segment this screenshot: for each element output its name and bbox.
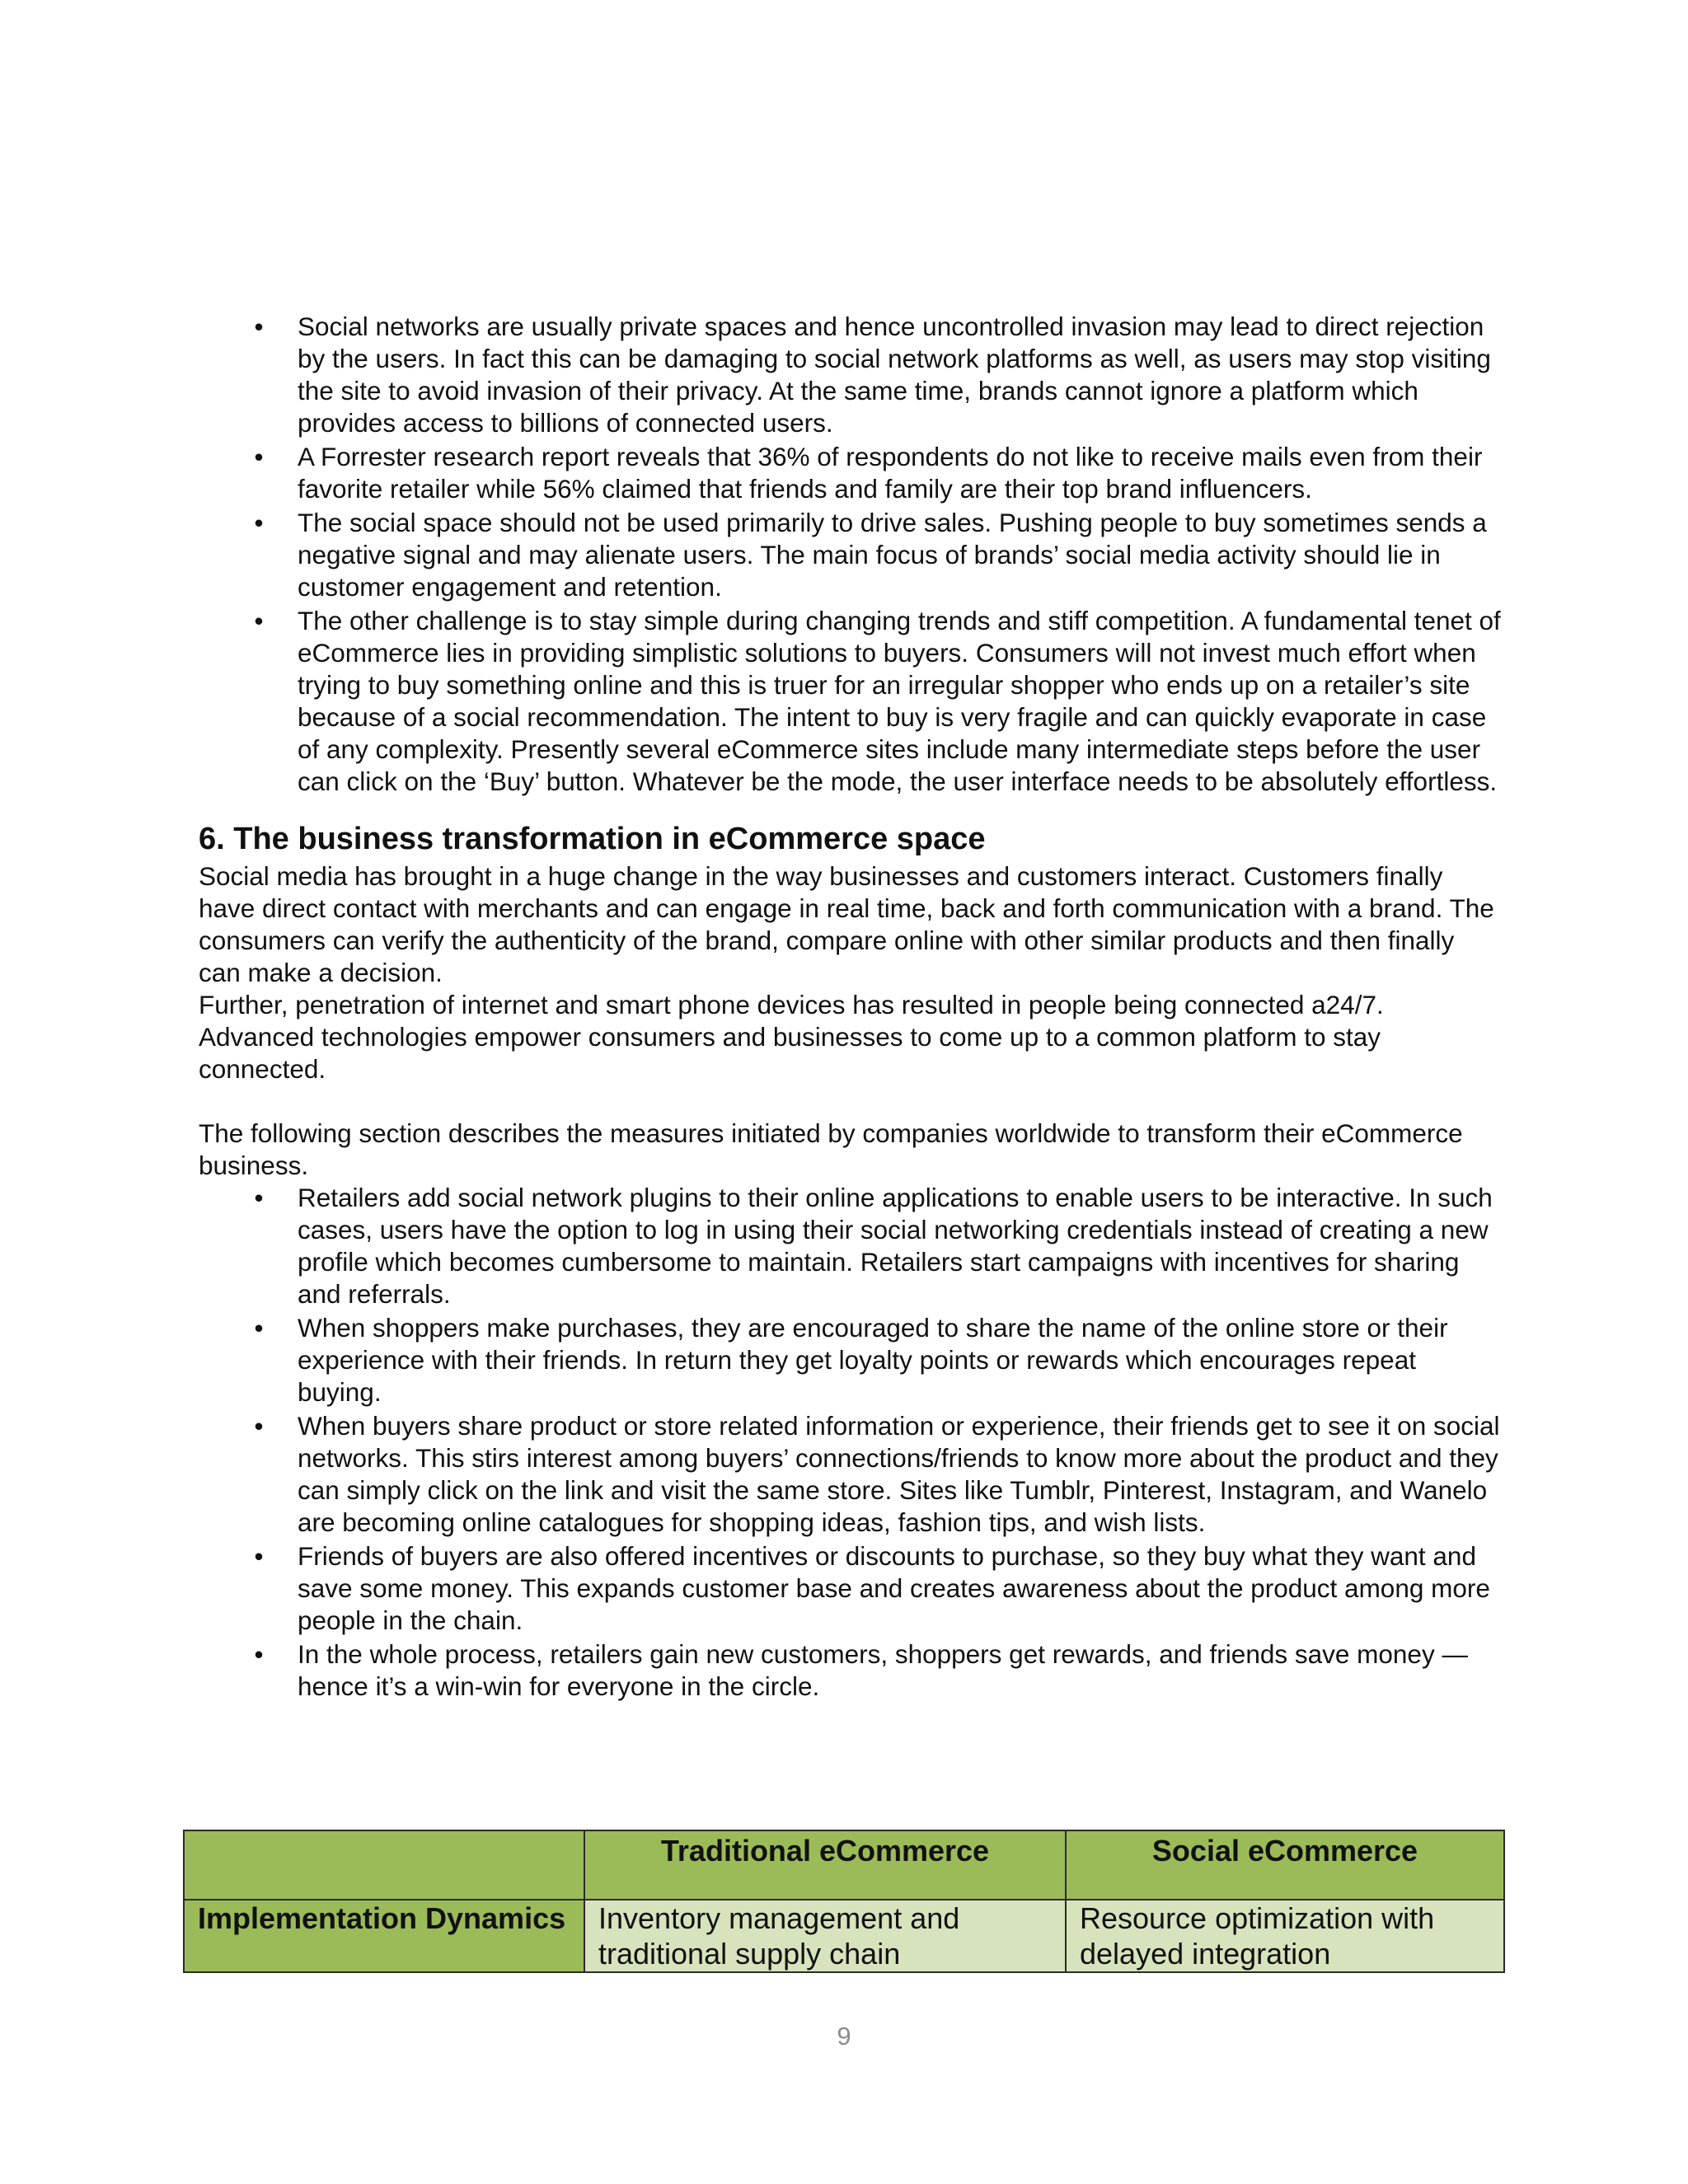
list-item [199, 507, 1501, 603]
bullet-icon: • [254, 442, 264, 471]
list-item [199, 1312, 1501, 1408]
section-bullet-list [199, 1182, 1501, 1703]
bullet-icon: • [254, 1639, 264, 1669]
bullet-icon: • [254, 606, 264, 635]
table-header-cell [184, 1830, 584, 1900]
bullet-icon: • [254, 1313, 264, 1343]
table-header-row [184, 1830, 1504, 1900]
table-row-header: Implementation Dynamics [184, 1900, 584, 1972]
section-paragraph: Social media has brought in a huge change in the way businesses and customers interact. Customers finally have direct contact with merchants and can engage in real time, back and forth communication with a brand. The consumers can verify the authenticity of the brand, compare online with other similar products and then finally can make a decision. [199, 861, 1494, 987]
bullet-text: A Forrester research report reveals that 36% of respondents do not like to receive mails even from their favorite retailer while 56% claimed that friends and family are their top brand influencers. [298, 442, 1483, 504]
table-cell: Resource optimization with delayed integration [1066, 1900, 1504, 1972]
paragraph-spacer [199, 1085, 1501, 1118]
bullet-icon: • [254, 312, 264, 341]
list-item [199, 311, 1501, 439]
page-content [199, 311, 1501, 1704]
bullet-text: Retailers add social network plugins to their online applications to enable users to be interactive. In such cases, users have the option to log in using their social networking credentials instead of creating a new profile which becomes cumbersome to maintain. Retailers start campaigns with incentives for sharing and referrals. [298, 1183, 1493, 1309]
list-item [199, 1182, 1501, 1310]
section-paragraph: The following section describes the measures initiated by companies worldwide to transform their eCommerce business. [199, 1118, 1463, 1180]
list-item [199, 1540, 1501, 1637]
section-paragraph: Further, penetration of internet and smart phone devices has resulted in people being connected a24/7. Advanced technologies empower consumers and businesses to come up to a common platform to stay connected. [199, 990, 1384, 1084]
bullet-text: Social networks are usually private spaces and hence uncontrolled invasion may lead to direct rejection by the users. In fact this can be damaging to social network platforms as well, as users may stop visiting the site to avoid invasion of their privacy. At the same time, brands cannot ignore a platform which provides access to billions of connected users. [298, 312, 1491, 438]
bullet-icon: • [254, 1183, 264, 1212]
list-item [199, 441, 1501, 505]
list-item [199, 1638, 1501, 1703]
bullet-text: In the whole process, retailers gain new customers, shoppers get rewards, and friends save money — hence it’s a win-win for everyone in the circle. [298, 1639, 1468, 1701]
table-header-cell: Social eCommerce [1066, 1830, 1504, 1900]
bullet-icon: • [254, 1541, 264, 1571]
page-number: 9 [837, 2022, 851, 2050]
comparison-table [183, 1830, 1505, 1973]
list-item [199, 605, 1501, 798]
list-item [199, 1410, 1501, 1539]
bullet-text: The social space should not be used primarily to drive sales. Pushing people to buy sometimes sends a negative signal and may alienate users. The main focus of brands’ social media activity should lie in customer engagement and retention. [298, 508, 1487, 602]
intro-bullet-list [199, 311, 1501, 798]
table-cell: Inventory management and traditional supply chain [584, 1900, 1066, 1972]
table-row [184, 1900, 1504, 1972]
bullet-text: Friends of buyers are also offered incentives or discounts to purchase, so they buy what they want and save some money. This expands customer base and creates awareness about the product among more people in the chain. [298, 1541, 1490, 1635]
bullet-text: When shoppers make purchases, they are encouraged to share the name of the online store or their experience with their friends. In return they get loyalty points or rewards which encourages repeat buying. [298, 1313, 1448, 1407]
bullet-icon: • [254, 1411, 264, 1441]
bullet-text: When buyers share product or store related information or experience, their friends get to see it on social networks. This stirs interest among buyers’ connections/friends to know more about the product and they can simply click on the link and visit the same store. Sites like Tumblr, Pinterest, Instagram, and Wanelo are becoming online catalogues for shopping ideas, fashion tips, and wish lists. [298, 1411, 1500, 1537]
section-heading: 6. The business transformation in eCommerce space [199, 822, 986, 856]
bullet-text: The other challenge is to stay simple during changing trends and stiff competition. A fundamental tenet of eCommerce lies in providing simplistic solutions to buyers. Consumers will not invest much effort when trying to buy something online and this is truer for an irregular shopper who ends up on a retailer’s site because of a social recommendation. The intent to buy is very fragile and can quickly evaporate in case of any complexity. Presently several eCommerce sites include many intermediate steps before the user can click on the ‘Buy’ button. Whatever be the mode, the user interface needs to be absolutely effortless. [298, 606, 1501, 796]
table-header-cell: Traditional eCommerce [584, 1830, 1066, 1900]
bullet-icon: • [254, 508, 264, 537]
